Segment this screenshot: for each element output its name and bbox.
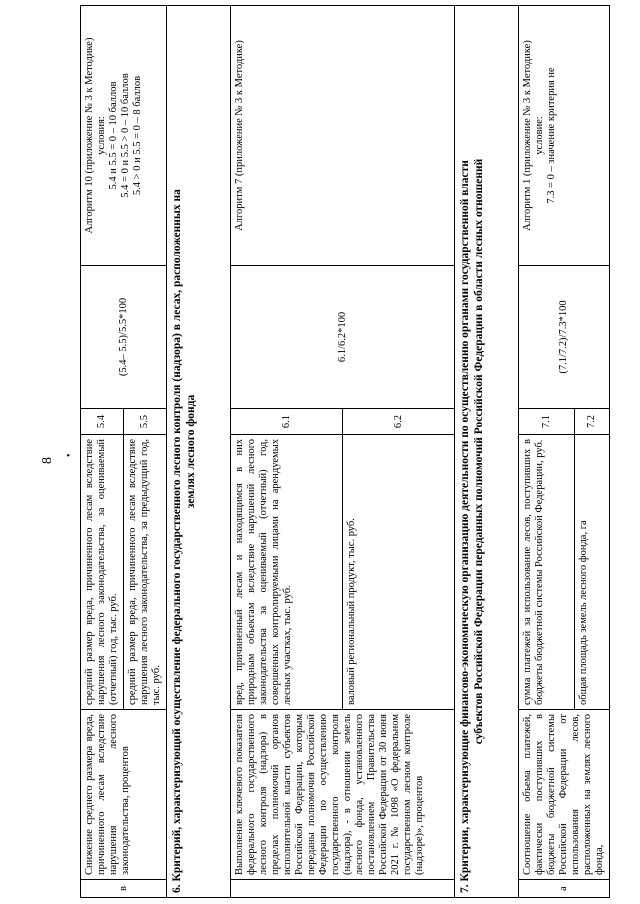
row-letter: в xyxy=(81,880,167,898)
section-title-line: 6. Критерий, характеризующий осуществление федерального государственного лесного контроля (надзора) в лесах, расположенных на xyxy=(171,189,183,893)
section-title-line: субъектов Российской Федерации переданных полномочий Российской Федерации в области лесных отношений xyxy=(473,158,485,745)
variable-description: валовый региональный продукт, тыс. руб. xyxy=(343,435,455,710)
section-header-row xyxy=(167,6,231,898)
table-row xyxy=(81,6,124,898)
variable-code: 5.5 xyxy=(124,409,167,435)
algorithm-conditions-label: условие: xyxy=(534,116,545,155)
section-title-line: 7. Критерии, характеризующие финансово-экономическую организацию деятельности по осуществлению органами государственной власти xyxy=(459,160,471,893)
section-title xyxy=(167,6,231,898)
variable-code: 6.2 xyxy=(343,409,455,435)
table-row xyxy=(519,6,575,898)
algorithm-title: Алгоритм 7 (приложение № 3 к Методике) xyxy=(231,6,455,266)
variable-description: сумма платежей за использование лесов, поступивших в бюджеты бюджетной системы Российской Федерации, руб. xyxy=(519,435,575,710)
criterion-name: Снижение среднего размера вреда, причиненного лесам вследствие нарушения лесного законодательства, процентов xyxy=(81,710,167,880)
page-number: 8 xyxy=(40,457,55,464)
algorithm-cell xyxy=(81,6,167,266)
algorithm-condition: 5.4 и 5.5 = 0 – 10 баллов xyxy=(108,81,119,190)
section-title-line: землях лесного фонда xyxy=(185,394,197,509)
formula: (7.1/7.2)/7.3*100 xyxy=(519,266,610,409)
variable-code: 5.4 xyxy=(81,409,124,435)
algorithm-cell xyxy=(519,6,610,266)
algorithm-condition: 5.4 = 0 и 5.5 > 0 – 10 баллов xyxy=(120,73,131,198)
section-header-row xyxy=(455,6,519,898)
algorithm-title: Алгоритм 1 (приложение № 3 к Методике) xyxy=(522,40,533,231)
row-letter xyxy=(231,880,455,898)
formula: (5.4– 5.5)/5.5*100 xyxy=(81,266,167,409)
variable-code: 7.2 xyxy=(575,409,610,435)
algorithm-condition: 7.3 = 0 – значение критерия не xyxy=(546,67,557,204)
variable-description: средний размер вреда, причиненного лесам вследствие нарушения лесного законодательства, за предыдущий год, тыс. руб. xyxy=(124,435,167,710)
variable-description: средний размер вреда, причиненного лесам вследствие нарушения лесного законодательства, за оцениваемый (отчетный) год, тыс. руб. xyxy=(81,435,124,710)
algorithm-conditions-label: условия: xyxy=(96,116,107,155)
table-row xyxy=(231,6,343,898)
criteria-table xyxy=(80,5,610,898)
variable-description: вред, причиненный лесам и находящимся в них природным объектам вследствие нарушений лесного законодательства за оцениваемый (отчетный) год, совершенных контролируемыми лицами на арендуемых лесных участках, тыс. руб. xyxy=(231,435,343,710)
variable-code: 7.1 xyxy=(519,409,575,435)
page-mark: • xyxy=(64,453,75,457)
criterion-name: Соотношение объема платежей, фактически поступивших в бюджеты бюджетной системы Российской Федерации от использования лесов, расположенных на землях лесного фонда, xyxy=(519,710,610,880)
algorithm-title: Алгоритм 10 (приложение № 3 к Методике) xyxy=(84,37,95,234)
criterion-name: Выполнение ключевого показателя федерального государственного лесного контроля (надзора) в пределах полномочий органов исполнительной власти субъектов Российской Федерации, которым переданы полномочия Российской Федерации по осуществлению государственного контроля (надзора), - в отношении земель лесного фонда, установленного постановлением Правительства Российской Федерации от 30 июня 2021 г. № 1098 «О федеральном государственном лесном контроле (надзоре)», процентов xyxy=(231,710,455,880)
formula: 6.1/6.2*100 xyxy=(231,266,455,409)
variable-code: 6.1 xyxy=(231,409,343,435)
algorithm-condition: 5.4 > 0 и 5.5 = 0 – 8 баллов xyxy=(132,75,143,196)
variable-description: общая площадь земель лесного фонда, га xyxy=(575,435,610,710)
section-title xyxy=(455,6,519,898)
row-letter: а xyxy=(519,880,610,898)
